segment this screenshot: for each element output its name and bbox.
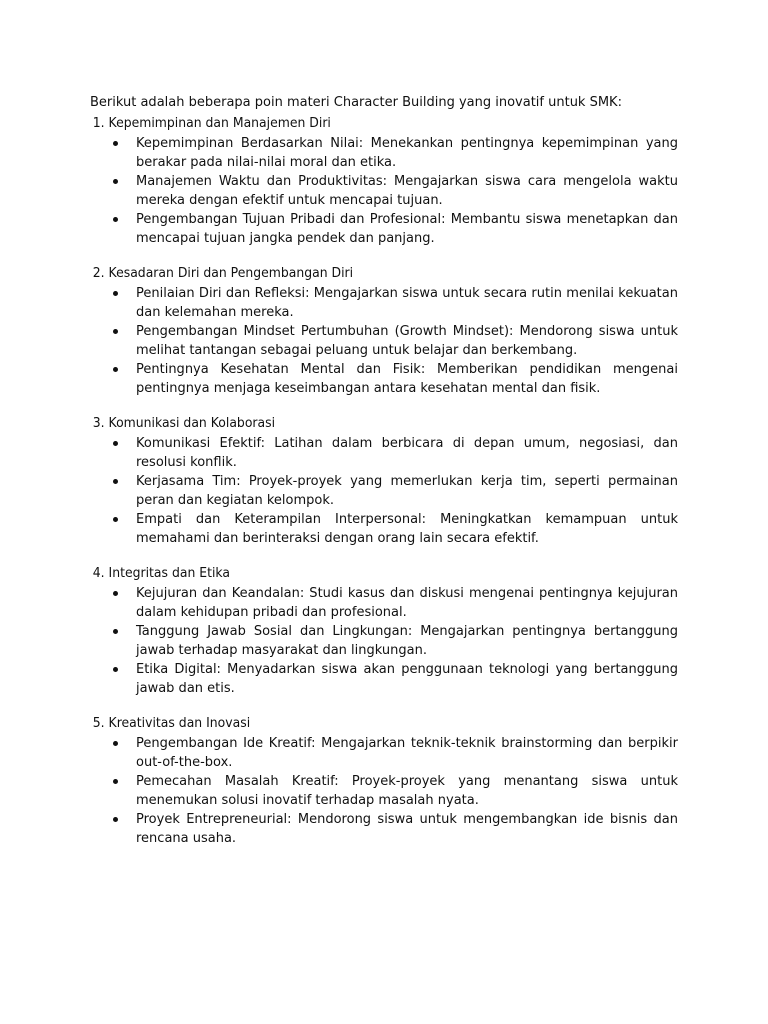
list-item bbox=[90, 810, 678, 848]
section-title: 1. Kepemimpinan dan Manajemen Diri bbox=[92, 115, 331, 131]
list-item-text: Komunikasi Efektif: Latihan dalam berbicara di depan umum, negosiasi, dan resolusi konflik. bbox=[136, 436, 678, 470]
list-item-text: Kerjasama Tim: Proyek-proyek yang memerlukan kerja tim, seperti permainan peran dan kegiatan kelompok. bbox=[136, 474, 678, 508]
bullet-icon bbox=[113, 667, 118, 672]
list-item-text: Manajemen Waktu dan Produktivitas: Mengajarkan siswa cara mengelola waktu mereka dengan efektif untuk mencapai tujuan. bbox=[136, 174, 678, 208]
bullet-icon bbox=[113, 517, 118, 522]
list-item bbox=[90, 472, 678, 510]
list-item bbox=[90, 584, 678, 622]
list-item-text: Kejujuran dan Keandalan: Studi kasus dan diskusi mengenai pentingnya kejujuran dalam kehidupan pribadi dan profesional. bbox=[136, 586, 678, 620]
section-title: 4. Integritas dan Etika bbox=[92, 565, 231, 581]
list-item bbox=[90, 134, 678, 172]
list-item-text: Empati dan Keterampilan Interpersonal: Meningkatkan kemampuan untuk memahami dan berinteraksi dengan orang lain secara efektif. bbox=[136, 512, 678, 546]
bullet-list bbox=[90, 134, 678, 248]
list-item-text: Kepemimpinan Berdasarkan Nilai: Menekankan pentingnya kepemimpinan yang berakar pada nilai-nilai moral dan etika. bbox=[136, 136, 678, 170]
list-item bbox=[90, 210, 678, 248]
list-item bbox=[90, 772, 678, 810]
section-title: 3. Komunikasi dan Kolaborasi bbox=[92, 415, 276, 431]
list-item bbox=[90, 284, 678, 322]
list-item bbox=[90, 434, 678, 472]
list-item bbox=[90, 172, 678, 210]
bullet-icon bbox=[113, 591, 118, 596]
list-item bbox=[90, 660, 678, 698]
list-item bbox=[90, 622, 678, 660]
list-item-text: Etika Digital: Menyadarkan siswa akan penggunaan teknologi yang bertanggung jawab dan etis. bbox=[136, 662, 678, 696]
section-4 bbox=[90, 564, 678, 698]
section-title: 2. Kesadaran Diri dan Pengembangan Diri bbox=[92, 265, 354, 281]
bullet-icon bbox=[113, 817, 118, 822]
bullet-icon bbox=[113, 629, 118, 634]
section-3 bbox=[90, 414, 678, 548]
section-title: 5. Kreativitas dan Inovasi bbox=[92, 715, 251, 731]
list-item-text: Pengembangan Tujuan Pribadi dan Profesional: Membantu siswa menetapkan dan mencapai tujuan jangka pendek dan panjang. bbox=[136, 212, 678, 246]
list-item bbox=[90, 734, 678, 772]
list-item-text: Pengembangan Ide Kreatif: Mengajarkan teknik-teknik brainstorming dan berpikir out-of-the-box. bbox=[136, 736, 678, 770]
list-item-text: Proyek Entrepreneurial: Mendorong siswa untuk mengembangkan ide bisnis dan rencana usaha. bbox=[136, 812, 678, 846]
bullet-list bbox=[90, 734, 678, 848]
bullet-icon bbox=[113, 779, 118, 784]
list-item-text: Tanggung Jawab Sosial dan Lingkungan: Mengajarkan pentingnya bertanggung jawab terhadap masyarakat dan lingkungan. bbox=[136, 624, 678, 658]
intro-paragraph: Berikut adalah beberapa poin materi Character Building yang inovatif untuk SMK: bbox=[90, 95, 622, 110]
bullet-icon bbox=[113, 179, 118, 184]
list-item bbox=[90, 510, 678, 548]
section-5 bbox=[90, 714, 678, 848]
section-2 bbox=[90, 264, 678, 398]
bullet-list bbox=[90, 434, 678, 548]
document-body bbox=[90, 93, 678, 864]
section-1 bbox=[90, 114, 678, 248]
list-item-text: Pemecahan Masalah Kreatif: Proyek-proyek yang menantang siswa untuk menemukan solusi inovatif terhadap masalah nyata. bbox=[136, 774, 678, 808]
bullet-list bbox=[90, 584, 678, 698]
list-item-text: Pengembangan Mindset Pertumbuhan (Growth Mindset): Mendorong siswa untuk melihat tantangan sebagai peluang untuk belajar dan berkembang. bbox=[136, 324, 678, 358]
bullet-list bbox=[90, 284, 678, 398]
bullet-icon bbox=[113, 367, 118, 372]
bullet-icon bbox=[113, 479, 118, 484]
bullet-icon bbox=[113, 291, 118, 296]
bullet-icon bbox=[113, 217, 118, 222]
bullet-icon bbox=[113, 741, 118, 746]
list-item-text: Pentingnya Kesehatan Mental dan Fisik: Memberikan pendidikan mengenai pentingnya menjaga keseimbangan antara kesehatan mental dan fisik. bbox=[136, 362, 678, 396]
list-item bbox=[90, 322, 678, 360]
bullet-icon bbox=[113, 141, 118, 146]
list-item-text: Penilaian Diri dan Refleksi: Mengajarkan siswa untuk secara rutin menilai kekuatan dan kelemahan mereka. bbox=[136, 286, 678, 320]
bullet-icon bbox=[113, 441, 118, 446]
list-item bbox=[90, 360, 678, 398]
bullet-icon bbox=[113, 329, 118, 334]
